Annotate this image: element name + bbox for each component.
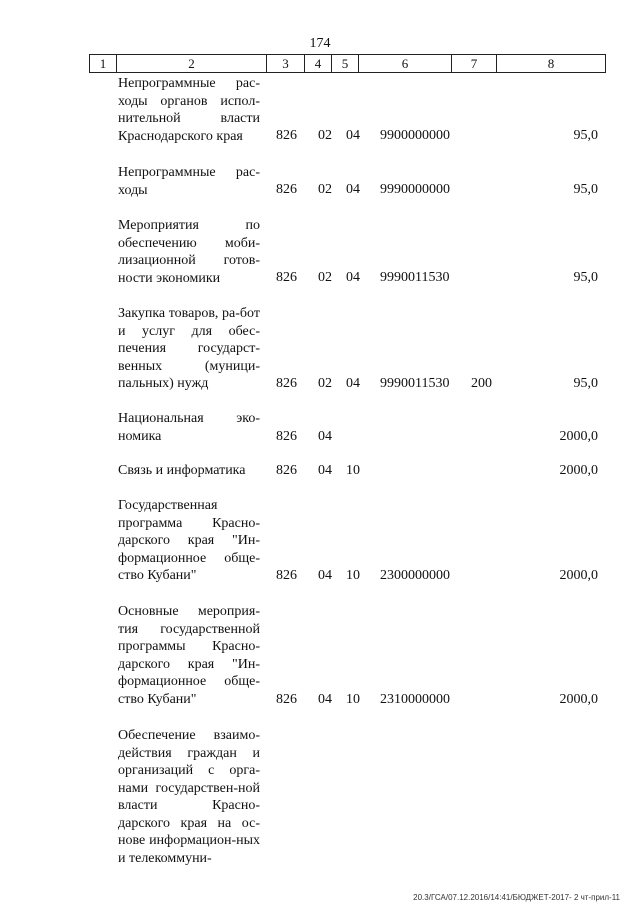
row-col-4: 04: [318, 568, 332, 583]
row-name: Связь и информатика: [118, 463, 246, 478]
row-col-5: 10: [346, 568, 360, 583]
table-row: [0, 75, 640, 145]
header-col-3: 3: [267, 55, 305, 72]
row-col-3: 826: [276, 270, 297, 285]
row-name: Основные мероприя-тия государственной программы Красно-дарского края "Ин-формационное обще-ство Кубани": [118, 604, 260, 707]
row-col-7: 200: [471, 376, 492, 391]
row-col-4: 04: [318, 692, 332, 707]
row-col-4: 02: [318, 270, 332, 285]
row-col-3: 826: [276, 182, 297, 197]
table-row: [0, 727, 640, 877]
row-col-5: 04: [346, 128, 360, 143]
row-col-8: 95,0: [573, 182, 598, 197]
row-col-6: 9990011530: [380, 376, 450, 391]
row-col-3: 826: [276, 692, 297, 707]
row-col-4: 04: [318, 463, 332, 478]
row-col-8: 95,0: [573, 270, 598, 285]
row-name: Обеспечение взаимо-действия граждан и организаций с орга-нами государствен-ной власти Красно-дарского края на ос-нове информацион-ных и телекоммуни-: [118, 728, 260, 866]
table-row: [0, 305, 640, 393]
header-col-1: 1: [90, 55, 117, 72]
row-col-8: 95,0: [573, 376, 598, 391]
header-col-2: 2: [117, 55, 267, 72]
header-col-5: 5: [332, 55, 359, 72]
row-col-5: 04: [346, 376, 360, 391]
header-col-7: 7: [452, 55, 497, 72]
row-col-6: 9900000000: [380, 128, 450, 143]
table-row: [0, 410, 640, 445]
row-col-5: 10: [346, 692, 360, 707]
row-col-8: 2000,0: [559, 692, 598, 707]
table-header-row: [89, 54, 606, 73]
row-col-5: 04: [346, 182, 360, 197]
row-col-8: 2000,0: [559, 429, 598, 444]
row-col-6: 2300000000: [380, 568, 450, 583]
table-row: [0, 497, 640, 585]
row-name: Закупка товаров, ра-бот и услуг для обес-печения государст-венных (муници-пальных) нужд: [118, 306, 260, 391]
row-col-6: 9990011530: [380, 270, 450, 285]
row-col-8: 2000,0: [559, 568, 598, 583]
header-col-4: 4: [305, 55, 332, 72]
row-col-3: 826: [276, 429, 297, 444]
row-name: Непрограммные рас-ходы органов испол-нительной власти Краснодарского края: [118, 76, 260, 144]
row-col-8: 2000,0: [559, 463, 598, 478]
row-name: Мероприятия по обеспечению моби-лизационной готов-ности экономики: [118, 218, 260, 286]
row-col-8: 95,0: [573, 128, 598, 143]
row-col-3: 826: [276, 463, 297, 478]
row-col-4: 04: [318, 429, 332, 444]
row-col-6: 9990000000: [380, 182, 450, 197]
row-col-3: 826: [276, 568, 297, 583]
row-name: Национальная эко-номика: [118, 411, 260, 444]
table-row: [0, 164, 640, 199]
row-col-3: 826: [276, 128, 297, 143]
row-col-4: 02: [318, 182, 332, 197]
table-row: [0, 603, 640, 709]
file-footer: 20.3/ГСА/07.12.2016/14:41/БЮДЖЕТ-2017- 2 чт-прил-11: [413, 893, 620, 902]
row-name: Непрограммные рас-ходы: [118, 165, 260, 198]
header-col-6: 6: [359, 55, 452, 72]
header-col-8: 8: [547, 56, 555, 71]
page-number: 174: [309, 36, 331, 51]
row-col-5: 10: [346, 463, 360, 478]
row-name: Государственная программа Красно-дарского края "Ин-формационное обще-ство Кубани": [118, 498, 260, 583]
row-col-4: 02: [318, 128, 332, 143]
table-row: [0, 217, 640, 287]
row-col-3: 826: [276, 376, 297, 391]
row-col-5: 04: [346, 270, 360, 285]
table-row: [0, 462, 640, 480]
row-col-6: 2310000000: [380, 692, 450, 707]
row-col-4: 02: [318, 376, 332, 391]
